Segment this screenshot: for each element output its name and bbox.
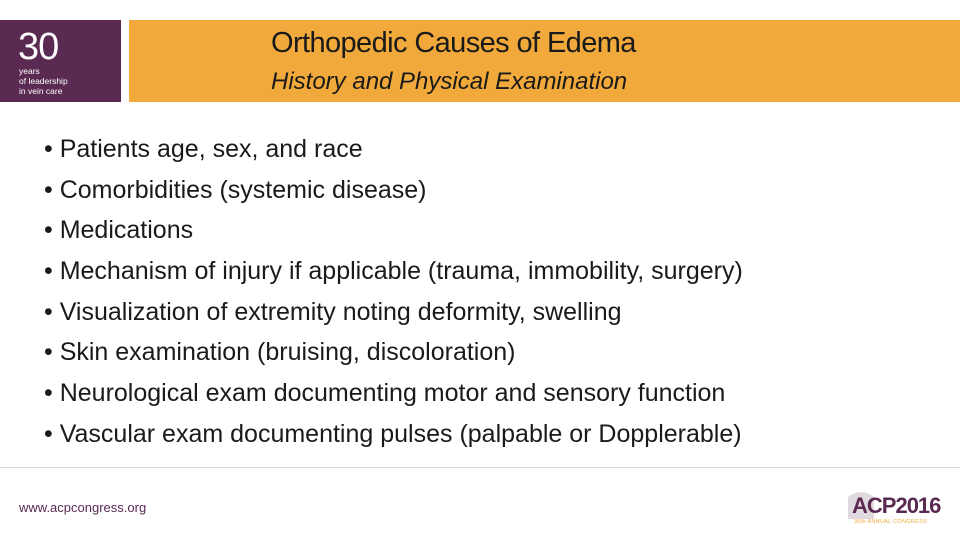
acp-congress-logo — [846, 489, 941, 531]
bullet-item: • Mechanism of injury if applicable (trauma, immobility, surgery) — [44, 251, 743, 292]
logo-tagline-line: in vein care — [19, 86, 63, 96]
logo-tagline-line: of leadership — [19, 76, 68, 86]
acp-wordmark — [852, 493, 940, 519]
bullet-item: • Visualization of extremity noting deformity, swelling — [44, 292, 743, 333]
slide-subtitle: History and Physical Examination — [271, 68, 628, 95]
bullet-item: • Skin examination (bruising, discoloration) — [44, 332, 743, 373]
footer-divider — [0, 467, 960, 468]
slide-title: Orthopedic Causes of Edema — [271, 27, 636, 59]
acp-congress-label: 30th ANNUAL CONGRESS — [854, 519, 928, 525]
bullet-item: • Patients age, sex, and race — [44, 129, 743, 170]
anniversary-logo — [0, 20, 121, 102]
header-divider — [121, 20, 129, 102]
bullet-list — [44, 129, 743, 455]
logo-tagline — [19, 66, 109, 96]
acp-letters: ACP — [852, 493, 896, 518]
bullet-item: • Vascular exam documenting pulses (palpable or Dopplerable) — [44, 414, 743, 455]
bullet-item: • Neurological exam documenting motor and sensory function — [44, 373, 743, 414]
footer-url: www.acpcongress.org — [19, 500, 147, 515]
bullet-item: • Medications — [44, 210, 743, 251]
bullet-item: • Comorbidities (systemic disease) — [44, 170, 743, 211]
acp-year: 2016 — [895, 493, 941, 518]
logo-number: 30 — [18, 26, 59, 68]
logo-tagline-line: years — [19, 66, 40, 76]
